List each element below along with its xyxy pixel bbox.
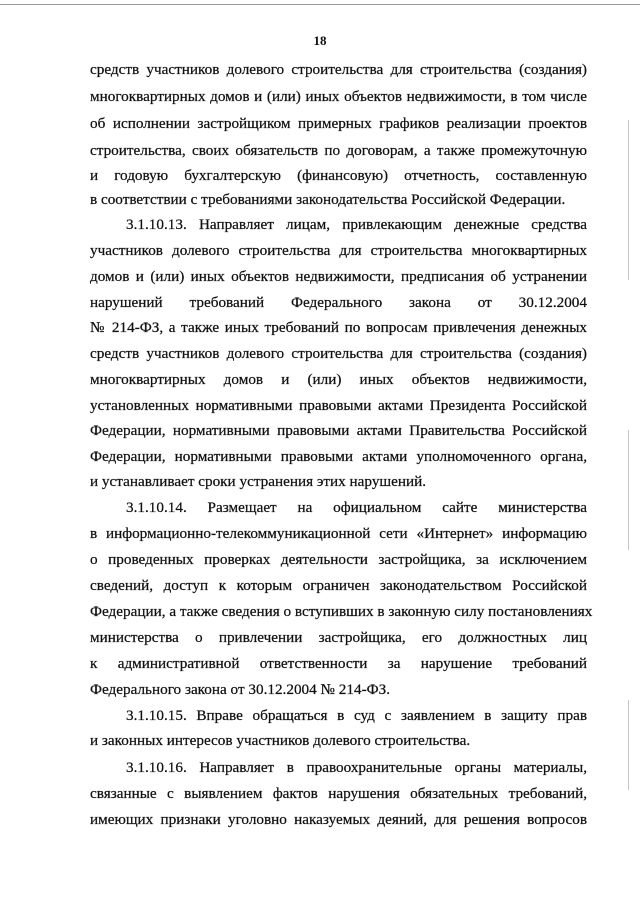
paragraph-start-line: 3.1.10.13. Направляет лицам, привлекающим денежные средства <box>126 216 587 233</box>
paragraph-start-line: 3.1.10.16. Направляет в правоохранительные органы материалы, <box>126 759 587 776</box>
text-line: министерства о привлечении застройщика, его должностных лиц <box>90 629 587 646</box>
text-line: Федерации, а также сведения о вступивших в законную силу постановлениях <box>90 603 593 620</box>
top-scan-edge <box>0 4 640 5</box>
text-line: № 214-ФЗ, а также иных требований по вопросам привлечения денежных <box>90 319 587 336</box>
text-line: Федерации, нормативными правовыми актами Правительства Российской <box>90 422 587 439</box>
paragraph-start-line: 3.1.10.15. Вправе обращаться в суд с заявлением в защиту прав <box>126 707 587 724</box>
text-line: к административной ответственности за нарушение требований <box>90 655 587 672</box>
text-line: средств участников долевого строительства для строительства (создания) <box>90 61 587 78</box>
text-line: строительства, своих обязательств по договорам, а также промежуточную <box>90 142 587 159</box>
text-line: нарушений требований Федерального закона от 30.12.2004 <box>90 294 587 311</box>
scan-edge-mark <box>628 700 629 790</box>
text-line: средств участников долевого строительства для строительства (создания) <box>90 345 587 362</box>
text-line: имеющих признаки уголовно наказуемых деяний, для решения вопросов <box>90 811 587 828</box>
scan-edge-mark <box>628 120 629 280</box>
text-line: многоквартирных домов и (или) иных объектов недвижимости, <box>90 371 587 388</box>
text-line: связанные с выявлением фактов нарушения обязательных требований, <box>90 785 587 802</box>
text-line: в соответствии с требованиями законодательства Российской Федерации. <box>90 191 566 208</box>
text-line: и годовую бухгалтерскую (финансовую) отчетность, составленную <box>90 167 587 184</box>
text-line: об исполнении застройщиком примерных графиков реализации проектов <box>90 115 587 132</box>
text-line: установленных нормативными правовыми актами Президента Российской <box>90 397 587 414</box>
text-line: о проведенных проверках деятельности застройщика, за исключением <box>90 551 587 568</box>
text-line: и устанавливает сроки устранения этих нарушений. <box>90 473 427 490</box>
text-line: в информационно-телекоммуникационной сети «Интернет» информацию <box>90 525 587 542</box>
text-line: домов и (или) иных объектов недвижимости, предписания об устранении <box>90 268 587 285</box>
text-line: Федерации, нормативными правовыми актами уполномоченного органа, <box>90 448 587 465</box>
paragraph-start-line: 3.1.10.14. Размещает на официальном сайте министерства <box>126 499 587 516</box>
text-line: сведений, доступ к которым ограничен законодательством Российской <box>90 577 587 594</box>
text-line: и законных интересов участников долевого строительства. <box>90 732 471 749</box>
page-number: 18 <box>313 33 327 48</box>
text-line: Федерального закона от 30.12.2004 № 214-ФЗ. <box>90 681 391 698</box>
text-line: многоквартирных домов и (или) иных объектов недвижимости, в том числе <box>90 88 587 105</box>
text-line: участников долевого строительства для строительства многоквартирных <box>90 242 587 259</box>
scan-edge-mark <box>628 430 629 550</box>
